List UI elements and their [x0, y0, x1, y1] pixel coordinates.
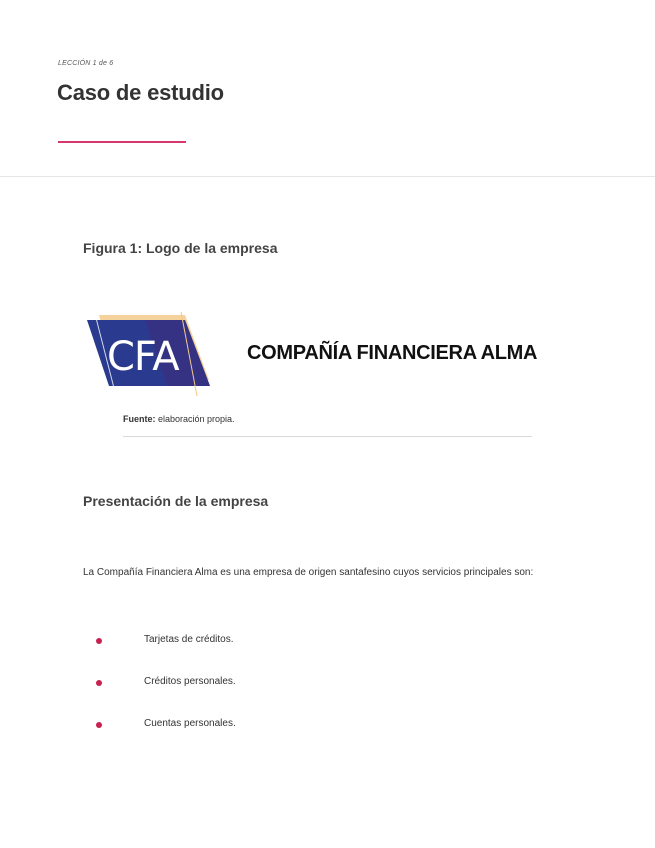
- logo-text: CFA: [107, 334, 179, 380]
- cfa-logo: [85, 310, 225, 400]
- bullet: [96, 638, 102, 644]
- page-title: Caso de estudio: [57, 80, 224, 105]
- lesson-label: LECCIÓN 1 de 6: [58, 60, 114, 67]
- caption-text: elaboración propia.: [155, 414, 235, 424]
- service-text: Tarjetas de créditos.: [144, 634, 234, 645]
- header-divider: [0, 176, 655, 177]
- list-item: [0, 676, 400, 692]
- caption-label: Fuente:: [123, 414, 156, 424]
- title-underline: [58, 141, 186, 143]
- service-text: Cuentas personales.: [144, 718, 236, 729]
- intro-paragraph: La Compañía Financiera Alma es una empresa de origen santafesino cuyos servicios principales son:: [83, 567, 534, 578]
- company-name: COMPAÑÍA FINANCIERA ALMA: [247, 342, 538, 364]
- list-item: [0, 718, 400, 734]
- figure-title: Figura 1: Logo de la empresa: [83, 240, 278, 256]
- list-item: [0, 634, 400, 650]
- caption-divider: [123, 436, 532, 437]
- section-title: Presentación de la empresa: [83, 493, 269, 509]
- figure-caption: [123, 414, 235, 424]
- service-text: Créditos personales.: [144, 676, 236, 687]
- bullet: [96, 722, 102, 728]
- bullet: [96, 680, 102, 686]
